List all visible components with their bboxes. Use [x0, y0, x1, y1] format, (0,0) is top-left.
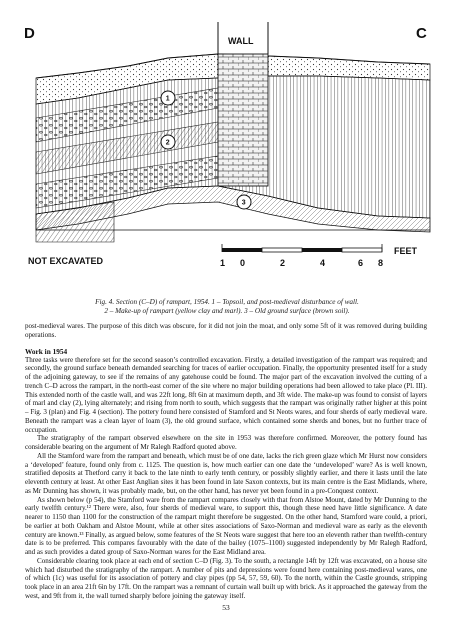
callout-2	[161, 135, 175, 149]
callout-number: 2	[165, 139, 170, 147]
not-excavated-label: NOT EXCAVATED	[28, 256, 104, 266]
paragraph-clearing: Considerable clearing took place at each end of section C–D (Fig. 3). To the south, a rectangle 14ft by 12ft was excavated, on a house site which had disturbed the stratigraphy of the rampart. A number of pits and depressions were found here containing post-medieval wares, one of which (1c) was useful for its association of pottery and clay pipes (pp 54, 57, 59, 60). To the north, within the Castle grounds, stripping took place in an area 21ft 6in by 17ft. On the rampart was a remnant of curtain wall built up with brick. As it approached the gateway from the west, and 9ft from it, the wall turned sharply before joining the gateway itself.	[25, 556, 427, 600]
scale-unit-label: FEET	[394, 246, 418, 256]
wall-marker	[218, 22, 268, 54]
figure-caption	[60, 298, 394, 316]
scale-tick-label: 8	[378, 258, 384, 268]
scale-bar	[220, 244, 418, 268]
callout-number: 1	[165, 95, 170, 103]
callout-number: 3	[241, 199, 246, 207]
caption-line-1: Fig. 4. Section (C–D) of rampart, 1954. 1 – Topsoil, and post-medieval disturbance of wall.	[95, 298, 359, 306]
castle-wall	[218, 54, 268, 186]
page-number: 53	[222, 603, 230, 612]
paragraph-ditch: post-medieval wares. The purpose of this ditch was obscure, for it did not join the moat, and only some 5ft of it was removed during building operations.	[25, 322, 427, 339]
section-heading-work-1954: Work in 1954	[25, 346, 68, 356]
rampart-section-figure	[18, 18, 436, 290]
section-end-label-d: D	[24, 25, 35, 42]
section-end-label-c: C	[416, 25, 427, 42]
wall-label: WALL	[228, 36, 254, 46]
paragraph-tasks: Three tasks were therefore set for the second season’s controlled excavation. Firstly, a detailed investigation of the rampart was required; and secondly, the ground surface beneath demanded searching for traces of earlier occupation. Finally, the opportunity presented itself for a study of the adjoining gateway, to see if the remains of any gatehouse could be found. The major part of the excavation involved the cutting of a trench C–D across the rampart, in the north-east corner of the site where no major building operations had been allowed to take place (Pl. III). This extended north of the castle wall, and was 22ft long, 8ft 6in at maximum depth, and 3ft wide. The make-up was found to consist of layers of marl and clay (2), lying alternately; and rising from north to south, which suggests that the rampart was originally rather higher at this point – Fig. 3 (plan) and Fig. 4 (section). The pottery found here consisted of Stamford and St Neots wares, and four sherds of early medieval ware. Beneath the rampart was a clean layer of loam (3), the old ground surface, which contained some sherds and bones, but no further trace of occupation.	[25, 355, 427, 434]
paragraph-alstoe-mount: As shown below (p 54), the Stamford ware from the rampart compares closely with that from Alstoe Mount, dated by Mr Dunning to the early twelfth century.¹² There were, also, four sherds of medieval ware, to support this, though these need have little significance. A date nearer to 1150 than 1100 for the construction of the rampart might therefore be suggested. On the other hand, Stamford ware could, a priori, be earlier at both Oakham and Alstoe Mount, while at other sites associations of Saxo-Norman and medieval ware as early as the eleventh century are known.¹³ Finally, as argued below, some features of the St Neots ware suggest that here too an eleventh rather than twelfth-century date is to be preferred. This compares favourably with the date of the bailey (1075–1100) suggested independently by Mr Ralegh Radford, and as such provides a dated group of Saxo-Norman wares for the East Midland area.	[25, 495, 427, 556]
caption-line-2: 2 – Make-up of rampart (yellow clay and marl). 3 – Old ground surface (brown soil).	[104, 307, 350, 315]
scale-tick-label: 6	[358, 258, 364, 268]
callout-1	[161, 91, 175, 105]
paragraph-stratigraphy: The stratigraphy of the rampart observed elsewhere on the site in 1953 was therefore confirmed. Moreover, the pottery found has considerable bearing on the argument of Mr Ralegh Radford quoted above.	[25, 434, 427, 451]
paragraph-stamford-ware: All the Stamford ware from the rampart and beneath, which must be of one date, lacks the rich green glaze which Mr Hurst now considers a ‘developed’ feature, found only from c. 1125. The question is, how much earlier can one date the ‘undeveloped’ ware? As is well known, stratified deposits at Thetford carry it back to the late ninth to early tenth century, or possibly slightly earlier, and there it lasts until the late eleventh century at least. At other East Anglian sites it has been found in late Saxon contexts, but its main centre is the East Midlands, where, as Mr Dunning has shown, it was probably made, but, on the other hand, has never yet been found in a pre-Conquest context.	[25, 451, 427, 495]
scale-tick-label: 0	[240, 258, 246, 268]
article-body	[25, 322, 427, 601]
scale-tick-label: 4	[320, 258, 326, 268]
callout-3	[237, 195, 251, 209]
scale-tick-label: 2	[280, 258, 286, 268]
section-drawing	[18, 18, 436, 290]
scale-tick-label: 1	[220, 258, 226, 268]
